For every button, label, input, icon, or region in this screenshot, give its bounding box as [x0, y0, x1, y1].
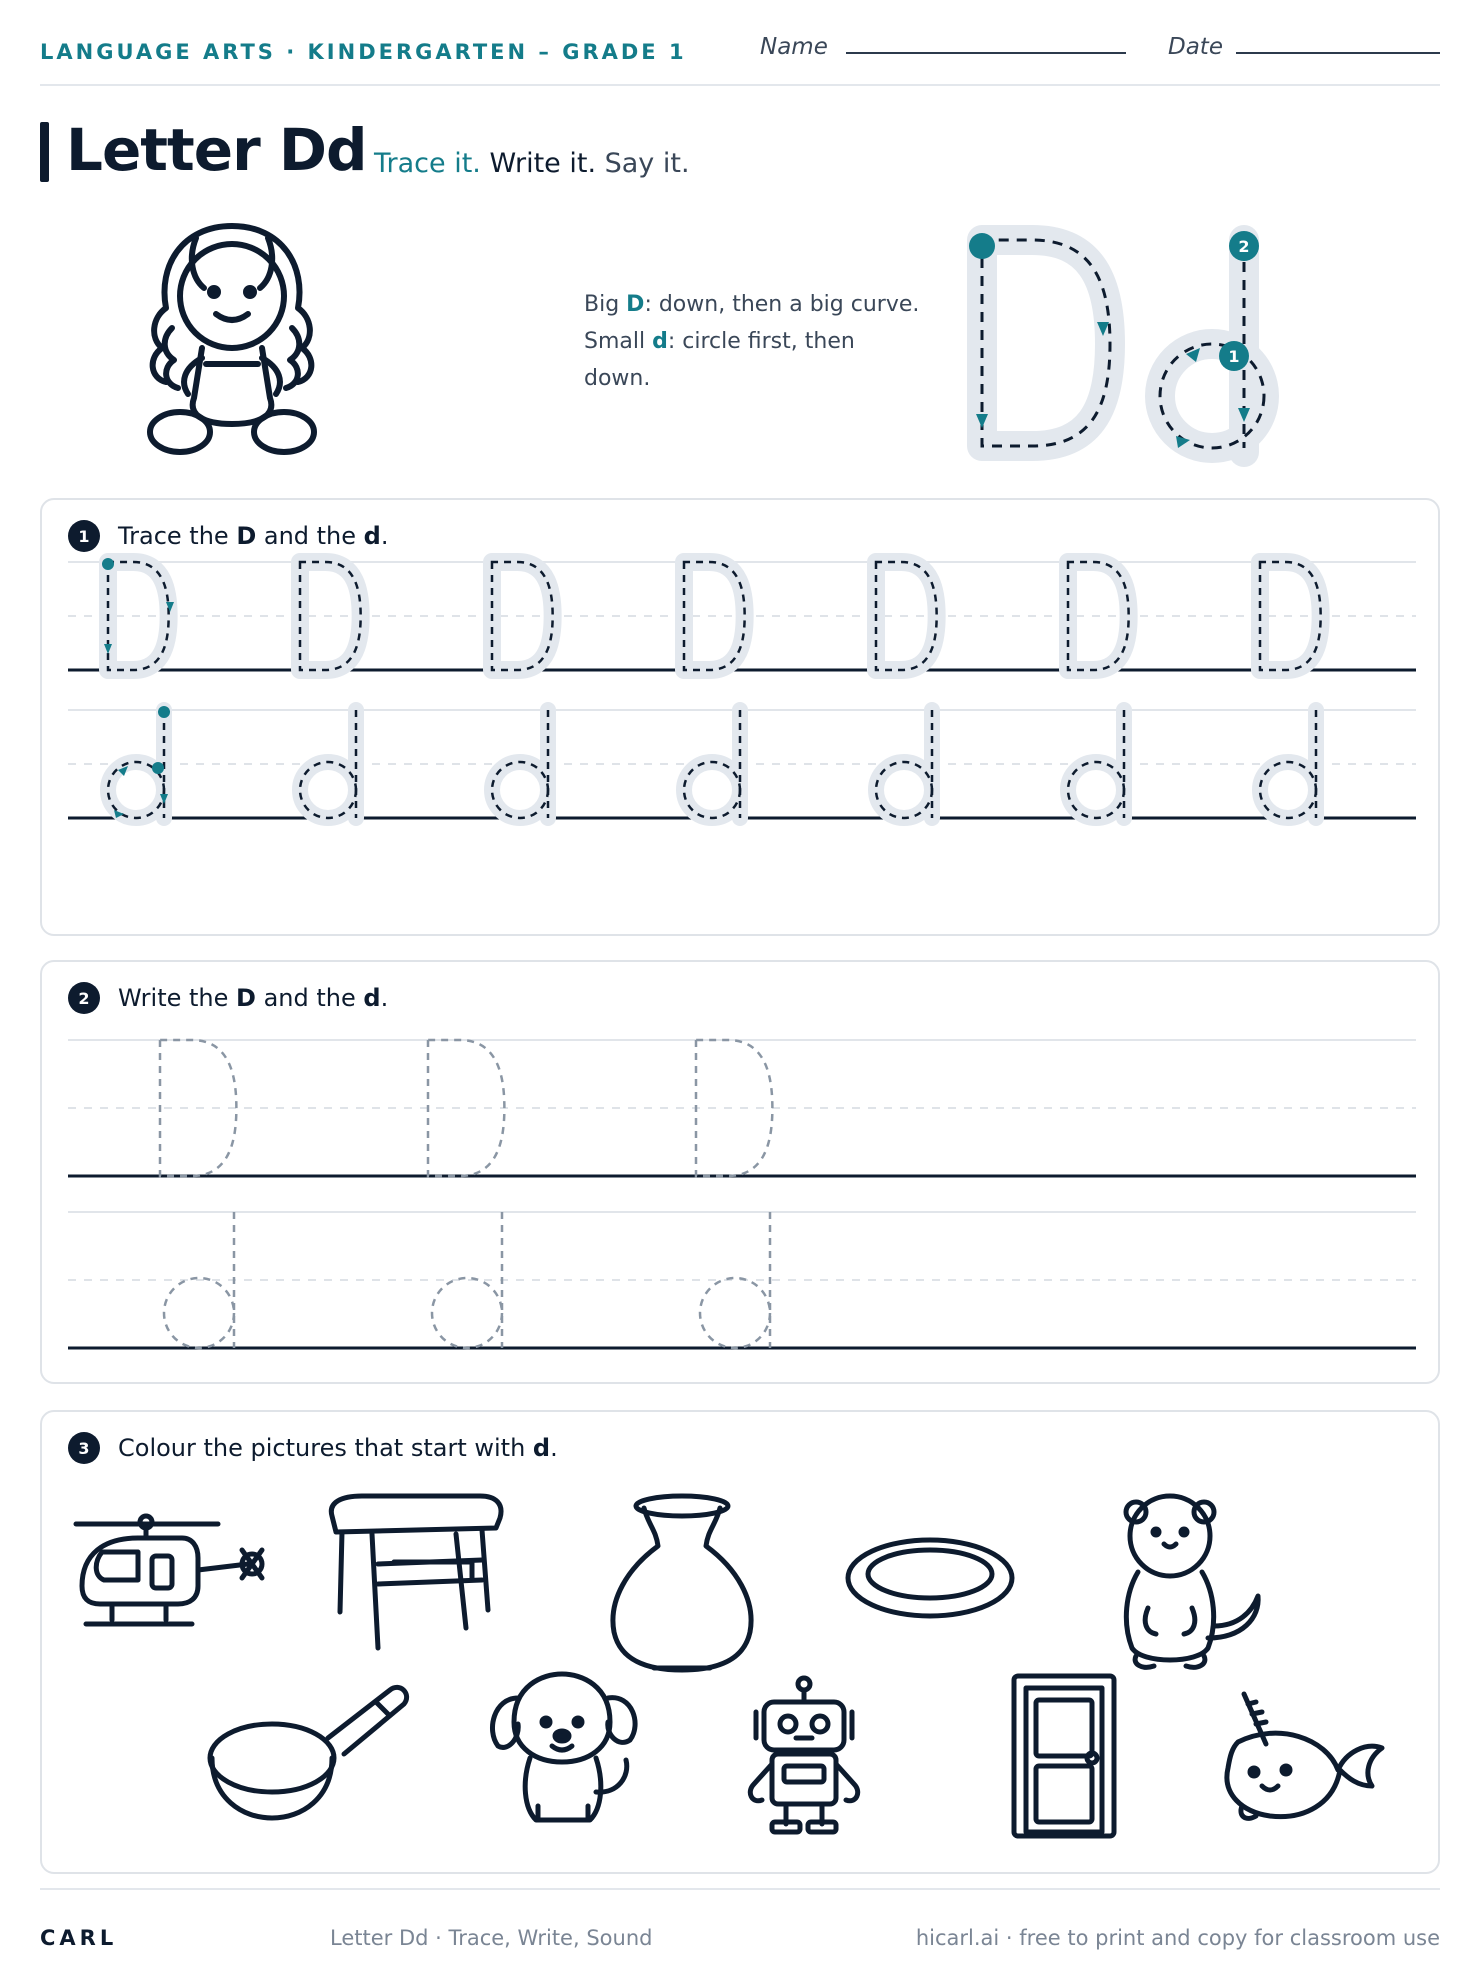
picture-grid	[42, 1412, 1442, 1876]
write-panel	[40, 960, 1440, 1384]
d-bowl	[164, 1278, 234, 1348]
brand-logo: CARL	[40, 1926, 118, 1950]
tagline-trace: Trace it.	[374, 148, 481, 179]
step-2-badge: 2	[68, 982, 100, 1014]
trace-lower-d	[684, 710, 740, 818]
desk-icon[interactable]	[331, 1496, 501, 1648]
pan-icon[interactable]	[210, 1687, 407, 1818]
section-3-heading: 3 Colour the pictures that start with d.	[68, 1432, 558, 1464]
doll-illustration	[122, 218, 342, 458]
start-dot	[158, 706, 170, 718]
helicopter-icon[interactable]	[76, 1516, 262, 1624]
section-1-heading: 1 Trace the D and the d.	[68, 520, 389, 552]
trace-lower-d	[1068, 710, 1124, 818]
step-badge-1: 1	[1228, 347, 1240, 366]
model-upper-d	[969, 233, 1110, 446]
title-accent-bar	[40, 122, 49, 182]
date-line[interactable]	[1236, 52, 1440, 54]
worksheet-footer	[40, 1888, 1440, 1948]
step-badge-2: 2	[1238, 237, 1250, 256]
write-rows[interactable]	[42, 962, 1442, 1386]
subject-label: LANGUAGE ARTS · KINDERGARTEN – GRADE 1	[40, 40, 687, 64]
dog-icon[interactable]	[492, 1674, 635, 1820]
vase-icon[interactable]	[613, 1496, 751, 1670]
start-dot	[152, 762, 164, 774]
trace-lower-d	[876, 710, 932, 818]
dish-icon[interactable]	[848, 1540, 1012, 1616]
trace-upper-D	[102, 558, 174, 670]
d-bowl	[432, 1278, 502, 1348]
section-2-heading: 2 Write the D and the d.	[68, 982, 388, 1014]
footer-center: Letter Dd · Trace, Write, Sound	[330, 1926, 653, 1950]
otter-icon[interactable]	[1126, 1496, 1258, 1667]
door-icon[interactable]	[1014, 1676, 1114, 1836]
colour-panel	[40, 1410, 1440, 1874]
footer-link[interactable]: hicarl.ai · free to print and copy for classroom use	[915, 1926, 1440, 1950]
narwhal-icon[interactable]	[1227, 1694, 1382, 1818]
page-title: Letter Dd	[66, 116, 367, 184]
name-label: Name	[760, 34, 828, 60]
step-3-badge: 3	[68, 1432, 100, 1464]
tagline-write: Write it.	[489, 148, 597, 179]
trace-rows[interactable]	[42, 500, 1442, 938]
name-line[interactable]	[846, 52, 1126, 54]
model-letters	[960, 222, 1280, 472]
worksheet-header	[40, 30, 1440, 86]
trace-lower-d	[300, 710, 356, 818]
start-dot	[102, 558, 114, 570]
trace-lower-d	[108, 706, 170, 818]
step-1-badge: 1	[68, 520, 100, 552]
tagline-say: Say it.	[604, 148, 690, 179]
robot-icon[interactable]	[750, 1678, 857, 1832]
stroke-instructions: Big D: down, then a big curve. Small d: circle first, then down.	[584, 292, 920, 391]
date-label: Date	[1168, 34, 1223, 60]
trace-lower-d	[1260, 710, 1316, 818]
trace-lower-d	[492, 710, 548, 818]
trace-panel	[40, 498, 1440, 936]
model-lower-d	[1160, 231, 1264, 452]
d-bowl	[700, 1278, 770, 1348]
tagline	[374, 148, 690, 179]
